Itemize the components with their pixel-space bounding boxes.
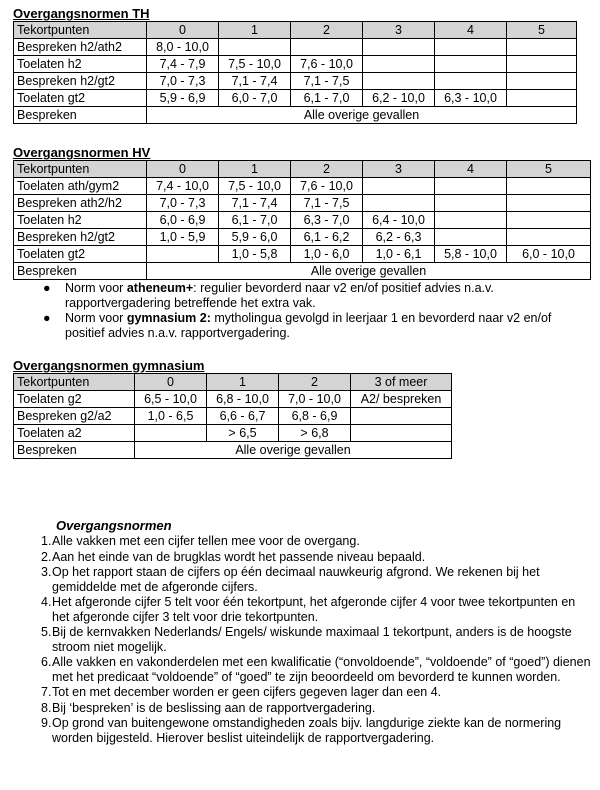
table-hv	[13, 160, 591, 280]
table-row	[14, 212, 591, 229]
section-gymnasium	[13, 358, 587, 459]
table-cell: 1,0 - 6,5	[135, 408, 207, 425]
header-cell: 0	[135, 374, 207, 391]
table-cell: 7,1 - 7,5	[291, 73, 363, 90]
table-cell: 1,0 - 6,1	[363, 246, 435, 263]
section-th	[13, 6, 587, 124]
rule-text: Bij de kernvakken Nederlands/ Engels/ wiskunde maximaal 1 tekortpunt, anders is de hoogste stroom niet mogelijk.	[52, 625, 572, 654]
merged-cell: Alle overige gevallen	[147, 263, 591, 280]
table-cell: 6,3 - 10,0	[435, 90, 507, 107]
list-item: 7. Tot en met december worden er geen cijfers gegeven lager dan een 4.	[41, 685, 442, 699]
table-cell: 6,5 - 10,0	[135, 391, 207, 408]
table-cell	[435, 56, 507, 73]
table-cell: 5,8 - 10,0	[435, 246, 507, 263]
table-cell	[363, 73, 435, 90]
section-hv	[13, 145, 587, 341]
table-cell	[363, 178, 435, 195]
list-item: 4. Het afgeronde cijfer 5 telt voor één tekortpunt, het afgeronde cijfer 4 voor twee tekortpunten en het afgeronde cijfer 3 telt voor drie tekortpunten.	[41, 595, 576, 624]
list-item: 6. Alle vakken en vakonderdelen met een kwalificatie (“onvoldoende”, “voldoende” of “goed”) dienen met het predicaat “voldoende” of “goed” te zijn beoordeeld om bevorderd te kunnen worden.	[41, 655, 591, 684]
row-label: Toelaten gt2	[14, 246, 147, 263]
table-row	[14, 263, 591, 280]
rules-title: Overgangsnormen	[56, 518, 172, 533]
row-label: Toelaten h2	[14, 212, 147, 229]
header-cell: 4	[435, 22, 507, 39]
table-gymnasium	[13, 373, 452, 459]
table-cell	[435, 178, 507, 195]
table-cell: 1,0 - 5,8	[219, 246, 291, 263]
note-bold: atheneum+	[126, 281, 194, 295]
table-cell	[507, 229, 591, 246]
section-title-hv: Overgangsnormen HV	[13, 145, 151, 160]
header-cell: 2	[279, 374, 351, 391]
table-cell: 7,4 - 10,0	[147, 178, 219, 195]
table-cell: 6,2 - 6,3	[363, 229, 435, 246]
header-cell: Tekortpunten	[14, 374, 135, 391]
table-cell	[363, 56, 435, 73]
header-cell: 5	[507, 22, 577, 39]
rule-text: Tot en met december worden er geen cijfers gegeven lager dan een 4.	[52, 685, 442, 699]
row-label: Bespreken	[14, 442, 135, 459]
row-label: Toelaten g2	[14, 391, 135, 408]
table-row	[14, 90, 577, 107]
list-item: 5. Bij de kernvakken Nederlands/ Engels/ wiskunde maximaal 1 tekortpunt, anders is de hoogste stroom niet mogelijk.	[41, 625, 572, 654]
table-cell	[435, 73, 507, 90]
note-text: mytholingua gevolgd in leerjaar 1 en bevorderd naar v2 en/of positief advies n.a.v. rapportvergadering.	[65, 311, 552, 340]
rule-text: Het afgeronde cijfer 5 telt voor één tekortpunt, het afgeronde cijfer 4 voor twee tekortpunten en het afgeronde cijfer 3 telt voor drie tekortpunten.	[52, 595, 576, 624]
header-cell: 1	[219, 161, 291, 178]
row-label: Toelaten a2	[14, 425, 135, 442]
header-cell: 3	[363, 22, 435, 39]
header-cell: 3	[363, 161, 435, 178]
table-cell: 7,0 - 10,0	[279, 391, 351, 408]
merged-cell: Alle overige gevallen	[147, 107, 577, 124]
table-cell	[507, 39, 577, 56]
note-text: : regulier bevorderd naar v2 en/of positief advies n.a.v. rapportvergadering betreffende het extra vak.	[65, 281, 494, 310]
header-cell: 3 of meer	[351, 374, 452, 391]
rule-text: Bij ‘bespreken’ is de beslissing aan de rapportvergadering.	[52, 700, 376, 715]
table-cell	[435, 229, 507, 246]
header-cell: 2	[291, 22, 363, 39]
table-header-row	[14, 374, 452, 391]
table-cell: 7,1 - 7,5	[291, 195, 363, 212]
table-row	[14, 178, 591, 195]
header-cell: 5	[507, 161, 591, 178]
rules-list	[14, 534, 594, 745]
table-row	[14, 56, 577, 73]
table-cell: 6,0 - 7,0	[219, 90, 291, 107]
table-row	[14, 195, 591, 212]
table-cell: 7,0 - 7,3	[147, 73, 219, 90]
table-cell: > 6,8	[279, 425, 351, 442]
header-cell: Tekortpunten	[14, 161, 147, 178]
table-cell: 6,6 - 6,7	[207, 408, 279, 425]
table-header-row	[14, 161, 591, 178]
header-cell: 0	[147, 22, 219, 39]
section-title-th: Overgangsnormen TH	[13, 6, 150, 21]
bullet-icon: ●	[43, 311, 51, 325]
table-cell	[435, 39, 507, 56]
header-cell: 4	[435, 161, 507, 178]
table-cell	[507, 90, 577, 107]
table-cell	[507, 73, 577, 90]
table-cell: 6,2 - 10,0	[363, 90, 435, 107]
table-row	[14, 39, 577, 56]
rules-section	[14, 518, 594, 746]
row-label: Bespreken ath2/h2	[14, 195, 147, 212]
table-cell: 6,1 - 7,0	[219, 212, 291, 229]
rule-text: Op het rapport staan de cijfers op één decimaal nauwkeurig afgrond. We rekenen bij het gemiddelde met de afgeronde cijfers.	[52, 565, 540, 594]
row-label: Bespreken	[14, 263, 147, 280]
list-item: 2. Aan het einde van de brugklas wordt het passende niveau bepaald.	[41, 549, 426, 564]
table-cell	[507, 178, 591, 195]
table-header-row	[14, 22, 577, 39]
table-cell	[351, 408, 452, 425]
table-row	[14, 425, 452, 442]
row-label: Bespreken h2/gt2	[14, 229, 147, 246]
table-cell: 6,8 - 6,9	[279, 408, 351, 425]
header-cell: 2	[291, 161, 363, 178]
table-cell: 6,1 - 7,0	[291, 90, 363, 107]
table-cell	[291, 39, 363, 56]
rule-text: Op grond van buitengewone omstandigheden zoals bijv. langdurige ziekte kan de normering worden bijgesteld. Hierover beslist uiteindelijk de rapportvergadering.	[52, 716, 562, 745]
table-th	[13, 21, 577, 124]
list-item	[13, 311, 587, 341]
table-cell: 7,1 - 7,4	[219, 195, 291, 212]
table-row	[14, 408, 452, 425]
table-cell: 8,0 - 10,0	[147, 39, 219, 56]
table-cell: 5,9 - 6,0	[219, 229, 291, 246]
table-cell: 6,8 - 10,0	[207, 391, 279, 408]
table-cell: 6,0 - 6,9	[147, 212, 219, 229]
table-row	[14, 107, 577, 124]
table-cell: 1,0 - 5,9	[147, 229, 219, 246]
table-cell: 7,0 - 7,3	[147, 195, 219, 212]
table-cell	[363, 39, 435, 56]
list-item: 3. Op het rapport staan de cijfers op één decimaal nauwkeurig afgrond. We rekenen bij het gemiddelde met de afgeronde cijfers.	[41, 565, 540, 594]
table-cell	[507, 195, 591, 212]
notes-list	[13, 281, 587, 341]
header-cell: Tekortpunten	[14, 22, 147, 39]
header-cell: 0	[147, 161, 219, 178]
table-cell: 6,3 - 7,0	[291, 212, 363, 229]
table-cell	[435, 212, 507, 229]
table-row	[14, 246, 591, 263]
table-cell	[507, 212, 591, 229]
table-cell: > 6,5	[207, 425, 279, 442]
row-label: Bespreken	[14, 107, 147, 124]
list-item: 9. Op grond van buitengewone omstandigheden zoals bijv. langdurige ziekte kan de normering worden bijgesteld. Hierover beslist uiteindelijk de rapportvergadering.	[41, 716, 562, 745]
row-label: Bespreken h2/gt2	[14, 73, 147, 90]
table-cell: 7,6 - 10,0	[291, 56, 363, 73]
table-cell	[351, 425, 452, 442]
table-cell: 6,1 - 6,2	[291, 229, 363, 246]
table-cell	[147, 246, 219, 263]
table-cell	[363, 195, 435, 212]
rule-text: Aan het einde van de brugklas wordt het passende niveau bepaald.	[52, 549, 426, 564]
table-row	[14, 442, 452, 459]
note-text: Norm voor	[65, 281, 127, 295]
list-item	[13, 281, 587, 311]
bullet-icon: ●	[43, 281, 51, 295]
table-cell: 5,9 - 6,9	[147, 90, 219, 107]
note-bold: gymnasium 2:	[126, 311, 211, 325]
section-title-gymnasium: Overgangsnormen gymnasium	[13, 358, 205, 373]
rule-text: Alle vakken met een cijfer tellen mee voor de overgang.	[52, 534, 360, 548]
merged-cell: Alle overige gevallen	[135, 442, 452, 459]
header-cell: 1	[219, 22, 291, 39]
table-cell: 7,4 - 7,9	[147, 56, 219, 73]
row-label: Bespreken h2/ath2	[14, 39, 147, 56]
row-label: Bespreken g2/a2	[14, 408, 135, 425]
row-label: Toelaten h2	[14, 56, 147, 73]
row-label: Toelaten gt2	[14, 90, 147, 107]
table-cell	[507, 56, 577, 73]
row-label: Toelaten ath/gym2	[14, 178, 147, 195]
table-row	[14, 73, 577, 90]
table-cell	[435, 195, 507, 212]
note-text: Norm voor	[65, 311, 127, 325]
rule-text: Alle vakken en vakonderdelen met een kwalificatie (“onvoldoende”, “voldoende” of “goed”) dienen met het predicaat “voldoende” of “goed” te zijn beoordeeld om bevorderd te kunnen worden.	[52, 655, 591, 684]
table-cell	[135, 425, 207, 442]
table-cell: 1,0 - 6,0	[291, 246, 363, 263]
list-item: 8. Bij ‘bespreken’ is de beslissing aan de rapportvergadering.	[41, 700, 376, 715]
table-cell: 7,5 - 10,0	[219, 56, 291, 73]
table-cell: 6,4 - 10,0	[363, 212, 435, 229]
table-cell: A2/ bespreken	[351, 391, 452, 408]
list-item: 1. Alle vakken met een cijfer tellen mee voor de overgang.	[41, 534, 360, 548]
table-cell: 7,6 - 10,0	[291, 178, 363, 195]
table-row	[14, 229, 591, 246]
page	[13, 6, 587, 459]
table-cell: 7,1 - 7,4	[219, 73, 291, 90]
table-row	[14, 391, 452, 408]
header-cell: 1	[207, 374, 279, 391]
table-cell	[219, 39, 291, 56]
table-cell: 6,0 - 10,0	[507, 246, 591, 263]
table-cell: 7,5 - 10,0	[219, 178, 291, 195]
